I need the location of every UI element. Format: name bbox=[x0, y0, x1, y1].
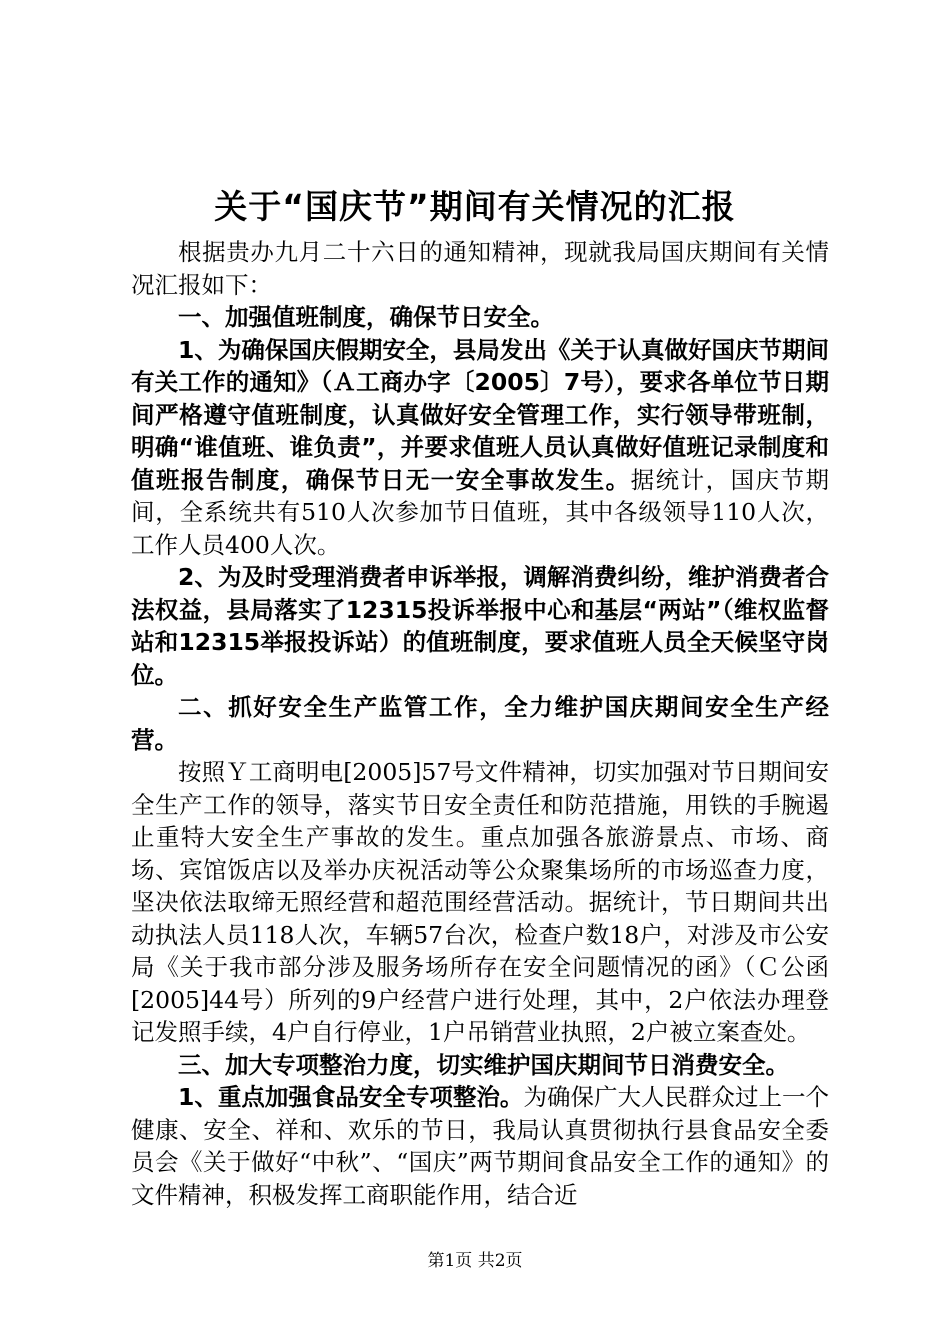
paragraph-3-1: 1、重点加强食品安全专项整治。为确保广大人民群众过上一个健康、安全、祥和、欢乐的节日，我局认真贯彻执行县食品安全委员会《关于做好“中秋”、“国庆”两节期间食品安全工作的通知》的文件精神，积极发挥工商职能作用，结合近 bbox=[131, 1083, 829, 1209]
paragraph-1-1: 1、为确保国庆假期安全，县局发出《关于认真做好国庆节期间有关工作的通知》（Ａ工商办字〔2005〕7号），要求各单位节日期间严格遵守值班制度，认真做好安全管理工作，实行领导带班制，明确“谁值班、谁负责”，并要求值班人员认真做好值班记录制度和值班报告制度，确保节日无一安全事故发生。据统计，国庆节期间，全系统共有510人次参加节日值班，其中各级领导110人次，工作人员400人次。 bbox=[131, 335, 830, 559]
paragraph-1-2: 2、为及时受理消费者申诉举报，调解消费纠纷，维护消费者合法权益，县局落实了12315投诉举报中心和基层“两站”（维权监督站和12315举报投诉站）的值班制度，要求值班人员全天候坚守岗位。 bbox=[131, 563, 829, 689]
section-heading-2: 二、抓好安全生产监管工作，全力维护国庆期间安全生产经营。 bbox=[131, 693, 829, 754]
document-title: 关于“国庆节”期间有关情况的汇报 bbox=[214, 187, 736, 226]
document-body bbox=[131, 236, 829, 1211]
section-heading-1: 一、加强值班制度，确保节日安全。 bbox=[178, 303, 554, 331]
page-footer: 第1页 共2页 bbox=[427, 1251, 523, 1271]
paragraph-2: 按照Ｙ工商明电[2005]57号文件精神，切实加强对节日期间安全生产工作的领导，落实节日安全责任和防范措施，用铁的手腕遏止重特大安全生产事故的发生。重点加强各旅游景点、市场、商场、宾馆饭店以及举办庆祝活动等公众聚集场所的市场巡查力度，坚决依法取缔无照经营和超范围经营活动。据统计，节日期间共出动执法人员118人次，车辆57台次，检查户数18户，对涉及市公安局《关于我市部分涉及服务场所存在安全问题情况的函》（Ｃ公函[2005]44号）所列的9户经营户进行处理，其中，2户依法办理登记发照手续，4户自行停业，1户吊销营业执照，2户被立案查处。 bbox=[131, 758, 829, 1046]
section-heading-3: 三、加大专项整治力度，切实维护国庆期间节日消费安全。 bbox=[178, 1050, 789, 1079]
paragraph-intro: 根据贵办九月二十六日的通知精神，现就我局国庆期间有关情况汇报如下： bbox=[131, 238, 829, 299]
